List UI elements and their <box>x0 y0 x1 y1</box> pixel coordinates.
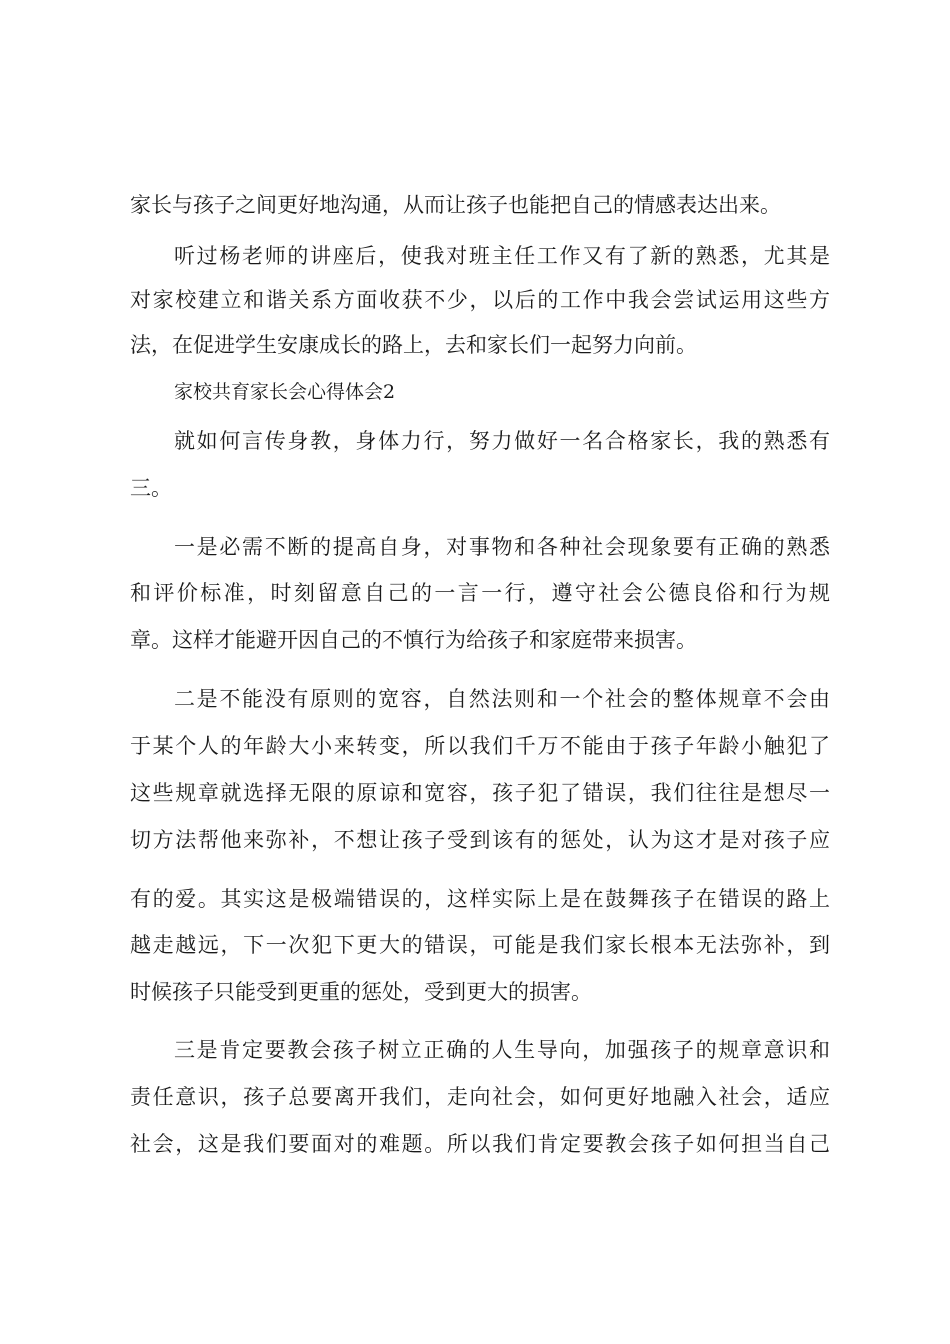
paragraph-line-first: 一是必需不断的提高自身，对事物和各种社会现象要有正确的熟悉 <box>174 535 830 559</box>
paragraph-line: 切方法帮他来弥补，不想让孩子受到该有的惩处，认为这才是对孩子应 <box>130 828 830 852</box>
paragraph-line: 这些规章就选择无限的原谅和宽容，孩子犯了错误，我们往往是想尽一 <box>130 781 830 805</box>
section-heading: 家校共育家长会心得体会2 <box>174 381 396 403</box>
paragraph-line-first: 就如何言传身教，身体力行，努力做好一名合格家长，我的熟悉有 <box>174 429 830 453</box>
paragraph-line-last: 时候孩子只能受到更重的惩处，受到更大的损害。 <box>130 980 592 1004</box>
paragraph-line-last: 法，在促进学生安康成长的路上，去和家长们一起努力向前。 <box>130 333 697 357</box>
paragraph-line: 社会，这是我们要面对的难题。所以我们肯定要教会孩子如何担当自己 <box>130 1132 830 1156</box>
paragraph-line: 对家校建立和谐关系方面收获不少，以后的工作中我会尝试运用这些方 <box>130 288 830 312</box>
paragraph-line-last: 章。这样才能避开因自己的不慎行为给孩子和家庭带来损害。 <box>130 628 697 652</box>
paragraph-line: 和评价标准，时刻留意自己的一言一行，遵守社会公德良俗和行为规 <box>130 581 830 605</box>
paragraph-line-first: 三是肯定要教会孩子树立正确的人生导向，加强孩子的规章意识和 <box>174 1038 830 1062</box>
paragraph-line: 有的爱。其实这是极端错误的，这样实际上是在鼓舞孩子在错误的路上 <box>130 887 830 911</box>
paragraph-line-first: 听过杨老师的讲座后，使我对班主任工作又有了新的熟悉，尤其是 <box>174 244 830 268</box>
paragraph-line: 越走越远，下一次犯下更大的错误，可能是我们家长根本无法弥补，到 <box>130 933 830 957</box>
paragraph-line-last: 三。 <box>130 476 172 500</box>
paragraph-line-first: 二是不能没有原则的宽容，自然法则和一个社会的整体规章不会由 <box>174 687 830 711</box>
paragraph-line: 责任意识，孩子总要离开我们，走向社会，如何更好地融入社会，适应 <box>130 1085 830 1109</box>
paragraph-line-continuation: 家长与孩子之间更好地沟通，从而让孩子也能把自己的情感表达出来。 <box>130 193 781 217</box>
paragraph-line: 于某个人的年龄大小来转变，所以我们千万不能由于孩子年龄小触犯了 <box>130 734 830 758</box>
